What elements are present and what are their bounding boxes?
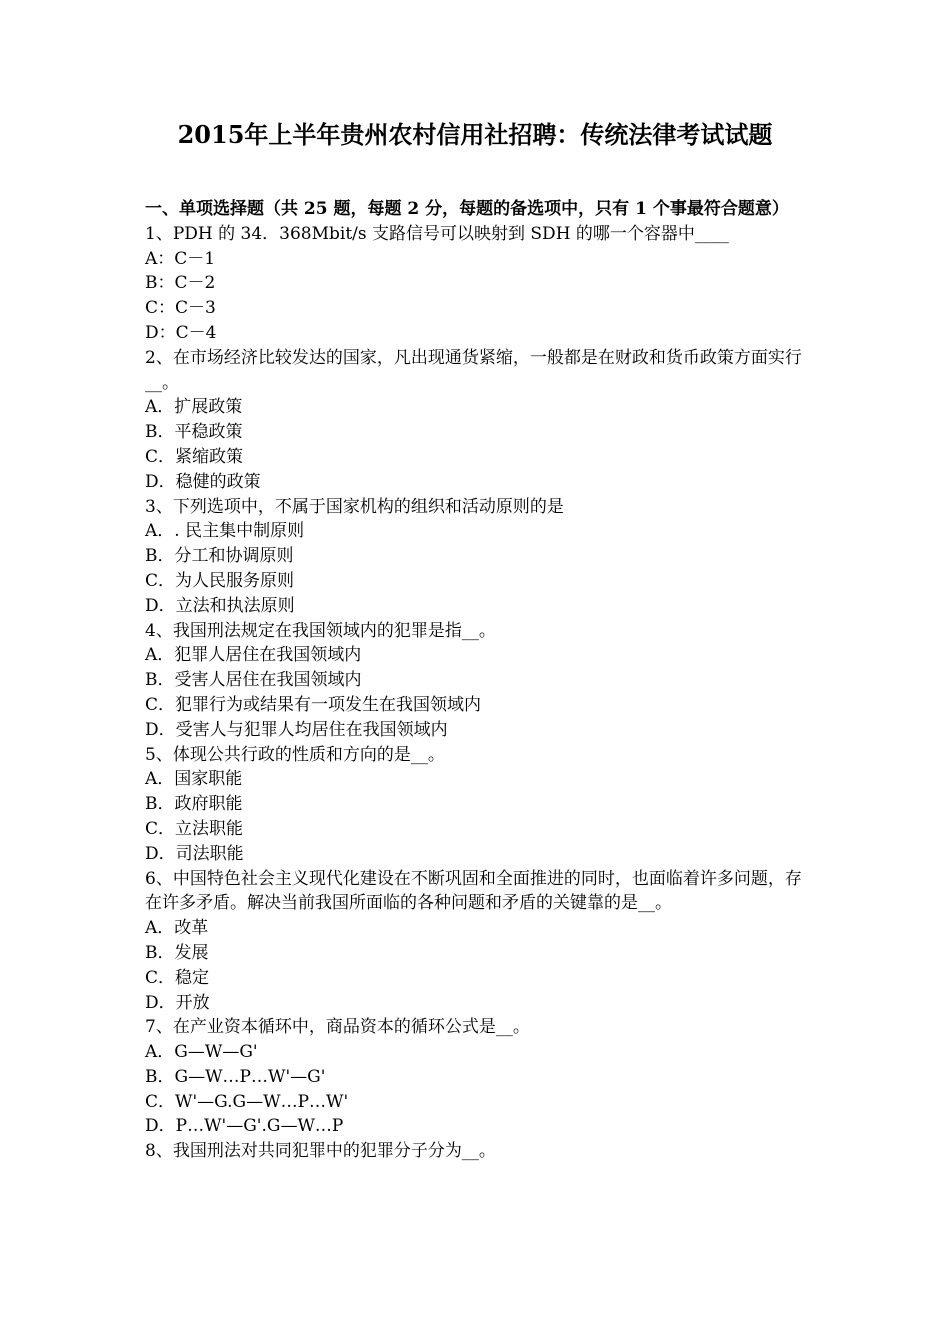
option-a: A．. 民主集中制原则 (145, 521, 305, 542)
option-d: D．立法和执法原则 (145, 595, 295, 616)
question-stem: 3、下列选项中，不属于国家机构的组织和活动原则的是 (145, 496, 564, 517)
option-b: B．分工和协调原则 (145, 546, 294, 567)
option-b: B．平稳政策 (145, 422, 243, 443)
option-a: A．G—W—G' (145, 1042, 258, 1063)
option-d: D．P…W'—G'.G—W…P (145, 1116, 344, 1137)
option-b: B．G—W…P…W'—G' (145, 1066, 326, 1087)
option-a: A．改革 (145, 918, 209, 939)
document-body (145, 197, 815, 1164)
question-stem: 5、体现公共行政的性质和方向的是__。 (145, 744, 445, 765)
question-4 (145, 619, 815, 743)
option-c: C．为人民服务原则 (145, 570, 295, 591)
option-b: B．发展 (145, 942, 209, 963)
option-d: D．司法职能 (145, 843, 244, 864)
document-title: 2015年上半年贵州农村信用社招聘：传统法律考试试题 (177, 120, 773, 149)
question-3 (145, 495, 815, 619)
option-a: A．国家职能 (145, 769, 243, 790)
question-5 (145, 743, 815, 867)
question-7 (145, 1015, 815, 1139)
question-stem: 1、PDH 的 34．368Mbit/s 支路信号可以映射到 SDH 的哪一个容器中____ (145, 223, 729, 244)
option-d: D．开放 (145, 992, 210, 1013)
question-6 (145, 867, 815, 1016)
option-b: B：C－2 (145, 273, 216, 294)
option-a: A．犯罪人居住在我国领域内 (145, 645, 362, 666)
option-c: C．稳定 (145, 967, 210, 988)
question-8 (145, 1139, 815, 1164)
question-stem: 6、中国特色社会主义现代化建设在不断巩固和全面推进的同时，也面临着许多问题，存在许多矛盾。解决当前我国所面临的各种问题和矛盾的关键靠的是__。 (145, 868, 802, 914)
section-heading: 一、单项选择题（共 25 题，每题 2 分，每题的备选项中，只有 1 个事最符合题意） (145, 199, 789, 219)
option-b: B．受害人居住在我国领域内 (145, 670, 362, 691)
option-c: C．犯罪行为或结果有一项发生在我国领域内 (145, 694, 482, 715)
question-stem: 8、我国刑法对共同犯罪中的犯罪分子分为__。 (145, 1141, 496, 1162)
option-d: D．稳健的政策 (145, 471, 261, 492)
option-d: D：C－4 (145, 322, 217, 343)
option-d: D．受害人与犯罪人均居住在我国领域内 (145, 719, 448, 740)
option-c: C．立法职能 (145, 818, 244, 839)
question-stem: 2、在市场经济比较发达的国家，凡出现通货紧缩，一般都是在财政和货币政策方面实行__。 (145, 347, 802, 393)
option-c: C．紧缩政策 (145, 446, 244, 467)
option-a: A：C－1 (145, 248, 216, 269)
question-stem: 4、我国刑法规定在我国领域内的犯罪是指__。 (145, 620, 496, 641)
option-c: C：C－3 (145, 298, 216, 319)
question-2 (145, 346, 815, 495)
option-c: C．W'—G.G—W…P…W' (145, 1091, 349, 1112)
option-b: B．政府职能 (145, 794, 243, 815)
question-1 (145, 222, 815, 346)
question-stem: 7、在产业资本循环中，商品资本的循环公式是__。 (145, 1017, 530, 1038)
option-a: A．扩展政策 (145, 397, 243, 418)
